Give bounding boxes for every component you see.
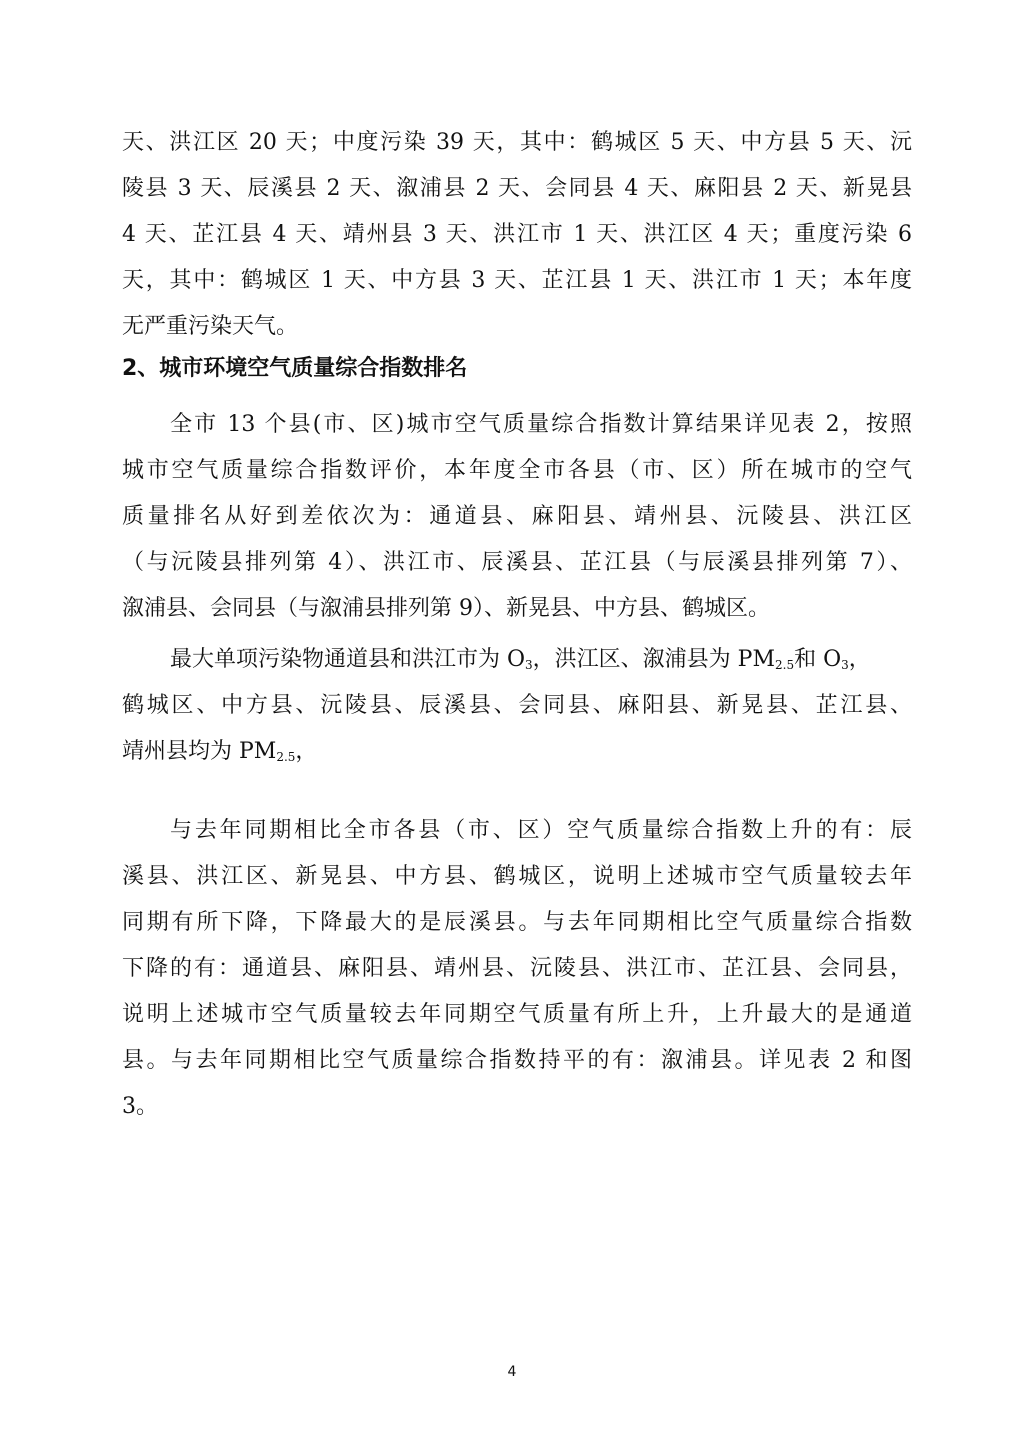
text-line: 4 天、芷江县 4 天、靖州县 3 天、洪江市 1 天、洪江区 4 天；重度污染 6 xyxy=(122,222,912,247)
text-line: 天、洪江区 20 天；中度污染 39 天，其中：鹤城区 5 天、中方县 5 天、沅 xyxy=(122,130,912,155)
text-line: 同期有所下降，下降最大的是辰溪县。与去年同期相比空气质量综合指数 xyxy=(122,910,912,935)
text-line: 陵县 3 天、辰溪县 2 天、溆浦县 2 天、会同县 4 天、麻阳县 2 天、新晃县 xyxy=(122,176,912,201)
text-line: 全市 13 个县(市、区)城市空气质量综合指数计算结果详见表 2，按照 xyxy=(170,412,912,437)
text-run: 靖州县均为 PM xyxy=(122,739,277,764)
text-run: 最大单项污染物通道县和洪江市为 O xyxy=(170,647,526,672)
text-line: 天，其中：鹤城区 1 天、中方县 3 天、芷江县 1 天、洪江市 1 天；本年度 xyxy=(122,268,912,293)
text-line: 下降的有：通道县、麻阳县、靖州县、沅陵县、洪江市、芷江县、会同县， xyxy=(122,956,912,981)
text-line: 说明上述城市空气质量较去年同期空气质量有所上升，上升最大的是通道 xyxy=(122,1002,912,1027)
subscript: 3 xyxy=(841,658,849,672)
text-line: 城市空气质量综合指数评价，本年度全市各县（市、区）所在城市的空气 xyxy=(122,458,912,483)
text-run: ，洪江区、溆浦县为 PM xyxy=(532,647,775,672)
text-line: 无严重污染天气。 xyxy=(122,314,299,339)
text-line: 县。与去年同期相比空气质量综合指数持平的有：溆浦县。详见表 2 和图 xyxy=(122,1048,912,1073)
text-line: 鹤城区、中方县、沅陵县、辰溪县、会同县、麻阳县、新晃县、芷江县、 xyxy=(122,693,912,718)
text-run: 和 O xyxy=(794,647,842,672)
subscript: 2.5 xyxy=(775,658,795,672)
subscript: 3 xyxy=(525,658,533,672)
page-number: 4 xyxy=(507,1364,517,1380)
text-line xyxy=(122,641,912,679)
text-line xyxy=(122,733,912,771)
text-line: 与去年同期相比全市各县（市、区）空气质量综合指数上升的有：辰 xyxy=(170,818,912,843)
text-line: 质量排名从好到差依次为：通道县、麻阳县、靖州县、沅陵县、洪江区 xyxy=(122,504,912,529)
text-line: （与沅陵县排列第 4）、洪江市、辰溪县、芷江县（与辰溪县排列第 7）、 xyxy=(122,550,912,575)
section-heading: 2、城市环境空气质量综合指数排名 xyxy=(122,356,468,381)
text-line: 溆浦县、会同县（与溆浦县排列第 9）、新晃县、中方县、鹤城区。 xyxy=(122,596,770,621)
text-run: ， xyxy=(848,647,871,672)
text-run: ， xyxy=(295,739,318,764)
subscript: 2.5 xyxy=(276,750,296,764)
text-line: 溪县、洪江区、新晃县、中方县、鹤城区，说明上述城市空气质量较去年 xyxy=(122,864,912,889)
text-line: 3。 xyxy=(122,1094,158,1119)
